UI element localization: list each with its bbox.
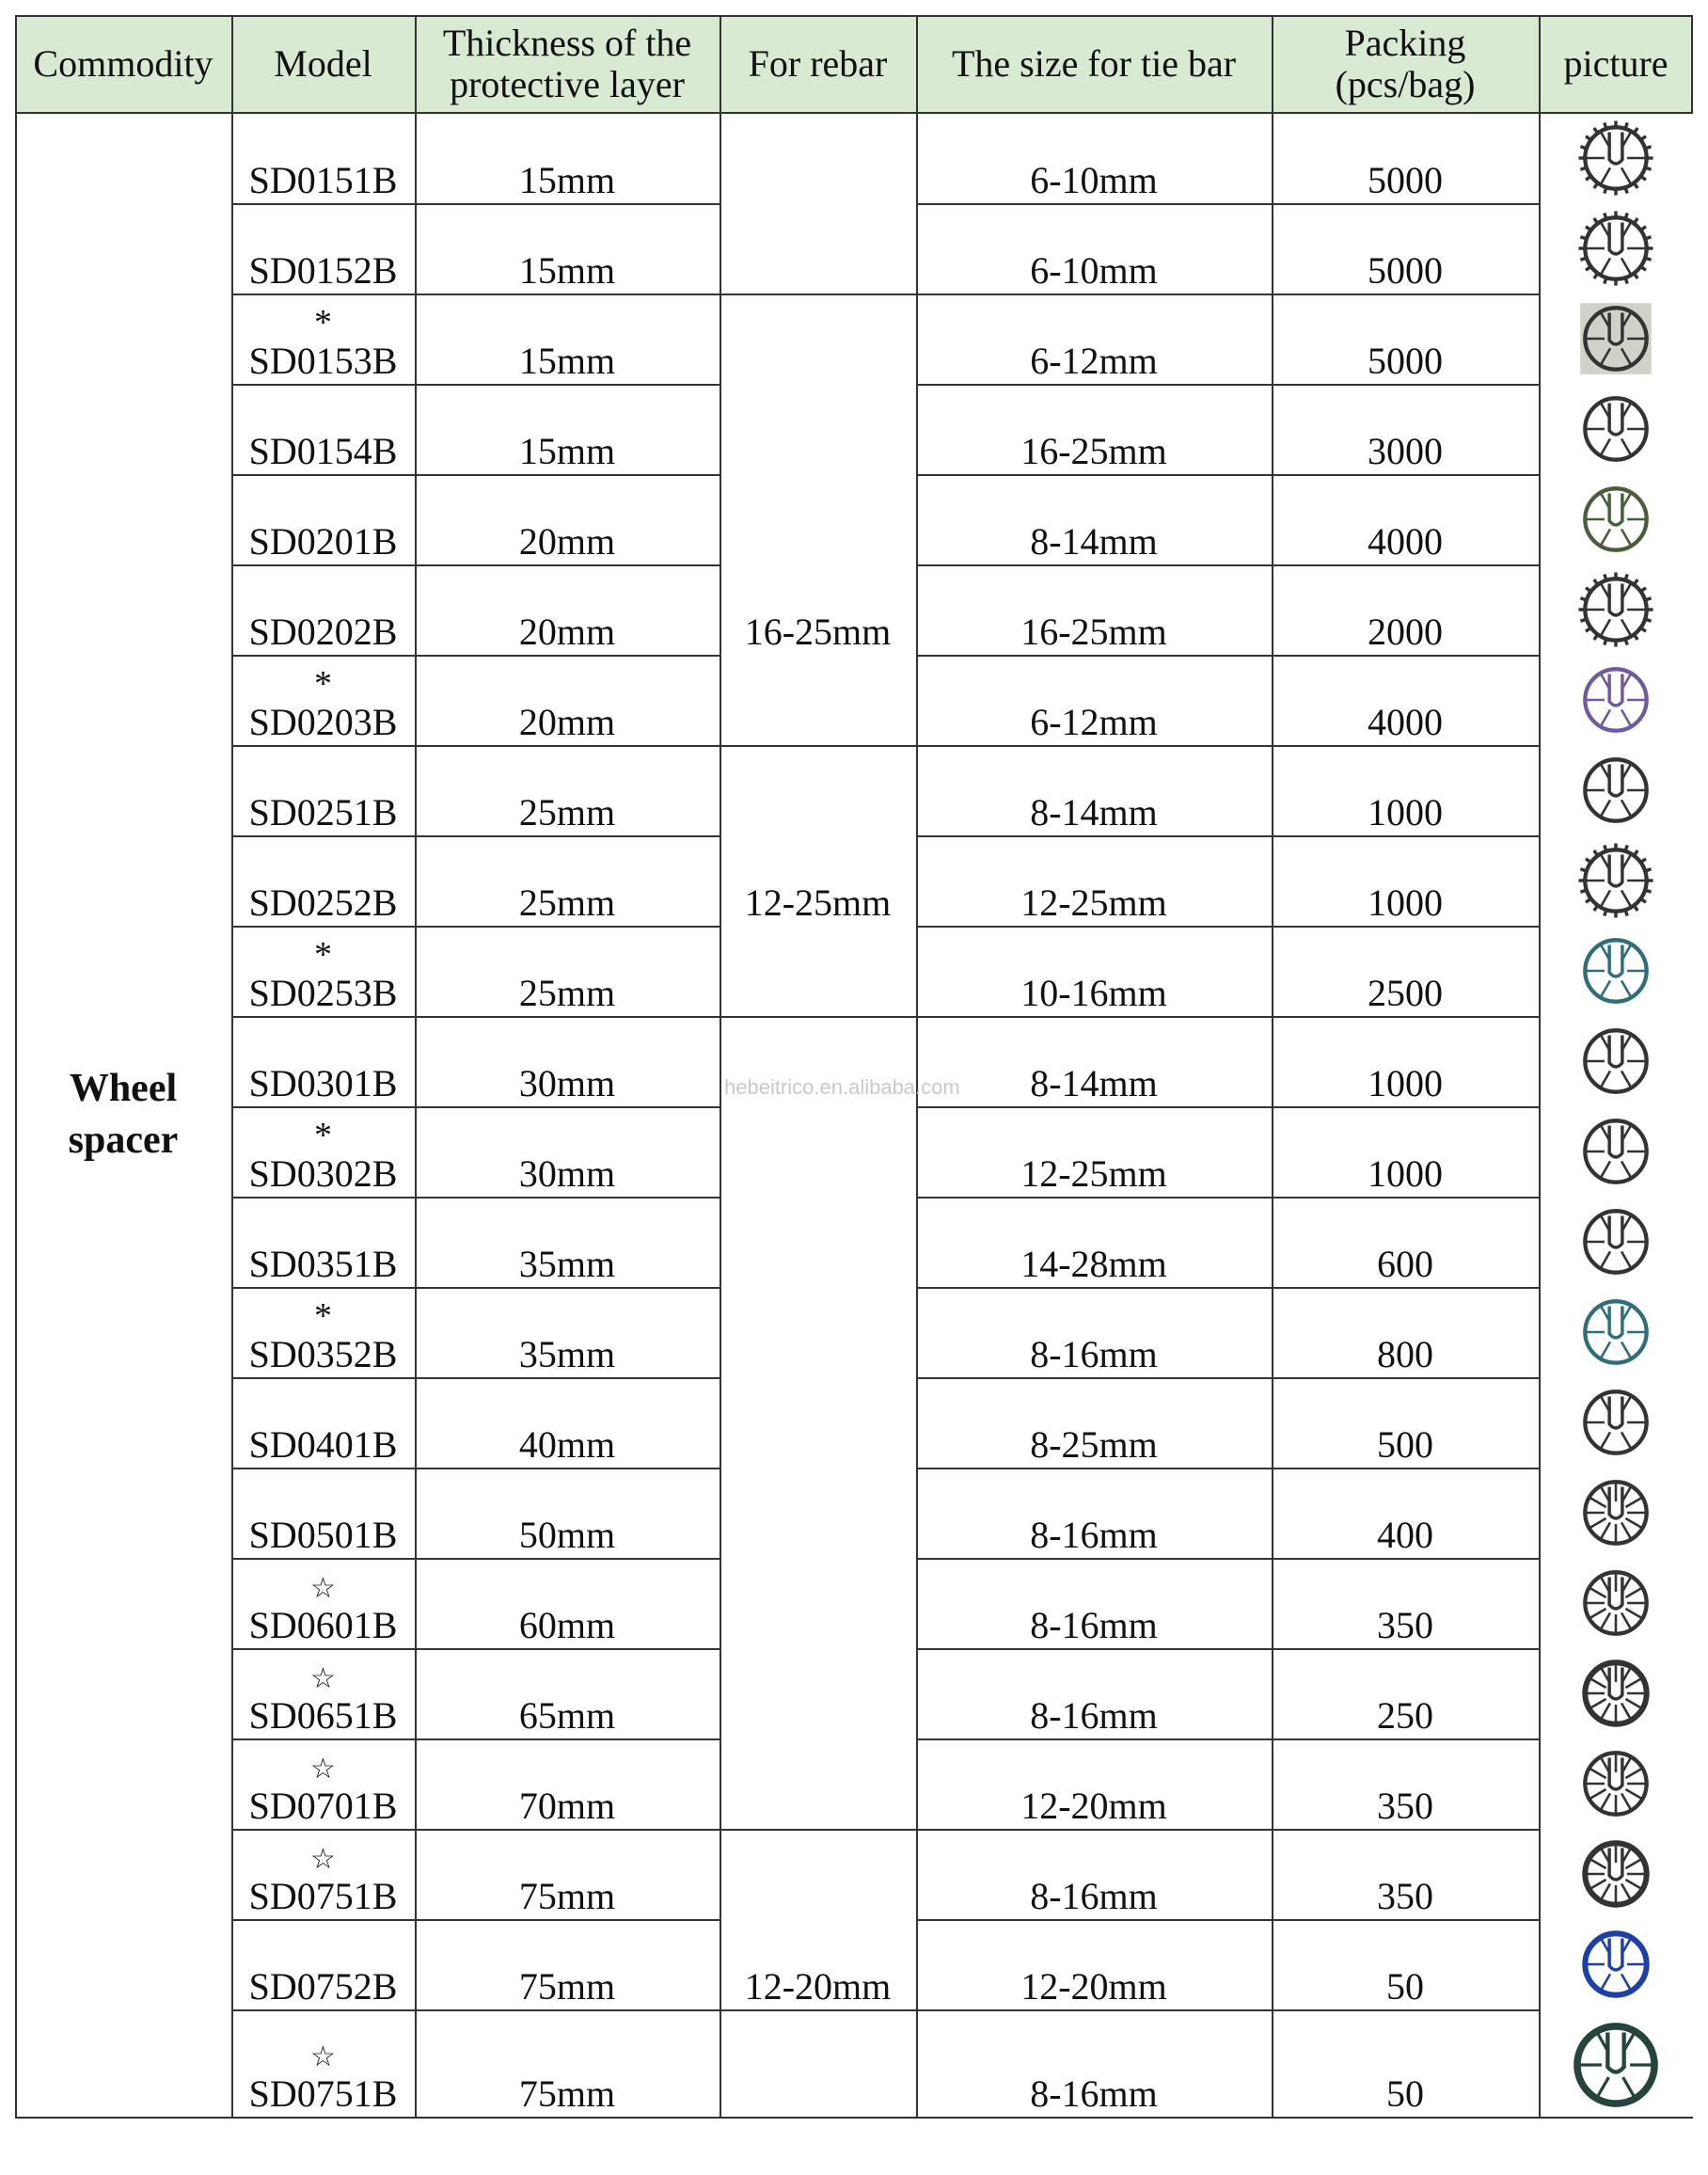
thickness-cell: 15mm bbox=[518, 249, 616, 292]
wheel-spacer-black-icon bbox=[1575, 1834, 1656, 1914]
packing-cell: 250 bbox=[1377, 1694, 1433, 1737]
grid-line bbox=[231, 1016, 720, 1018]
star-icon: ☆ bbox=[310, 1573, 336, 1604]
grid-line bbox=[231, 1919, 720, 1921]
model-cell bbox=[231, 1287, 415, 1377]
model-cell bbox=[231, 655, 415, 745]
picture-cell bbox=[1542, 1831, 1689, 1917]
header-thickness bbox=[415, 15, 720, 112]
grid-line bbox=[231, 1738, 720, 1740]
picture-cell bbox=[1542, 1289, 1689, 1375]
thickness-cell: 20mm bbox=[518, 701, 616, 743]
wheel-spacer-icon bbox=[1575, 1382, 1656, 1463]
wheel-spacer-green-icon bbox=[1575, 479, 1656, 560]
grid-line bbox=[231, 2009, 720, 2011]
grid-line bbox=[231, 1558, 720, 1560]
grid-line bbox=[1691, 15, 1693, 112]
asterisk-mark: * bbox=[314, 1296, 332, 1336]
wheel-spacer-darkgreen-icon bbox=[1565, 2014, 1667, 2116]
wheel-spacer-photo-icon bbox=[1575, 298, 1656, 379]
model-cell bbox=[231, 1197, 415, 1287]
packing-cell: 50 bbox=[1386, 2072, 1424, 2115]
model-cell bbox=[231, 1468, 415, 1558]
grid-line bbox=[916, 655, 1539, 657]
thickness-cell: 15mm bbox=[518, 430, 616, 472]
model-code: SD0253B bbox=[248, 972, 398, 1014]
tie-size-cell: 8-16mm bbox=[1030, 1694, 1158, 1737]
picture-cell bbox=[1542, 1740, 1689, 1827]
grid-line bbox=[916, 384, 1539, 386]
tie-size-cell: 8-25mm bbox=[1030, 1423, 1158, 1466]
grid-line bbox=[231, 1197, 720, 1199]
thickness-cell: 50mm bbox=[518, 1514, 616, 1556]
star-icon: ☆ bbox=[310, 1754, 336, 1785]
header-tie-size bbox=[916, 15, 1272, 112]
star-icon: ☆ bbox=[310, 1663, 336, 1694]
grid-line bbox=[231, 1468, 720, 1469]
asterisk-mark: * bbox=[314, 935, 332, 975]
model-cell bbox=[231, 1738, 415, 1829]
wheel-spacer-teal-icon bbox=[1575, 930, 1656, 1011]
model-code: SD0301B bbox=[248, 1062, 398, 1104]
tie-size-cell: 16-25mm bbox=[1020, 611, 1167, 653]
packing-cell: 5000 bbox=[1368, 249, 1443, 292]
grid-line bbox=[231, 474, 720, 476]
wheel-spacer-icon bbox=[1575, 1201, 1656, 1282]
packing-cell: 1000 bbox=[1368, 791, 1443, 833]
grid-line bbox=[916, 15, 918, 2117]
wheel-spacer-toothed-icon bbox=[1575, 118, 1656, 198]
thickness-cell: 40mm bbox=[518, 1423, 616, 1466]
commodity-label: Wheel bbox=[69, 1067, 178, 1111]
thickness-cell: 65mm bbox=[518, 1694, 616, 1737]
model-code: SD0153B bbox=[248, 340, 398, 382]
commodity-label: spacer bbox=[68, 1119, 179, 1162]
thickness-cell: 25mm bbox=[518, 881, 616, 924]
model-cell bbox=[231, 745, 415, 835]
thickness-cell: 75mm bbox=[518, 2072, 616, 2115]
picture-cell bbox=[1542, 1379, 1689, 1466]
wheel-spacer-icon bbox=[1575, 750, 1656, 831]
model-cell bbox=[231, 2009, 415, 2117]
tie-size-cell: 12-25mm bbox=[1020, 881, 1167, 924]
grid-line bbox=[231, 203, 720, 205]
picture-cell bbox=[1542, 1108, 1689, 1195]
thickness-cell: 35mm bbox=[518, 1333, 616, 1375]
grid-line bbox=[916, 1468, 1539, 1469]
asterisk-mark: * bbox=[314, 664, 332, 704]
wheel-spacer-spoked-icon bbox=[1575, 1743, 1656, 1824]
header-model-line: Model bbox=[274, 41, 372, 85]
packing-cell: 1000 bbox=[1368, 881, 1443, 924]
wheel-spacer-spoked-icon bbox=[1575, 1563, 1656, 1643]
header-packing-line: Packing bbox=[1344, 21, 1466, 64]
packing-cell: 1000 bbox=[1368, 1152, 1443, 1195]
model-cell bbox=[231, 1919, 415, 2009]
packing-cell: 350 bbox=[1377, 1785, 1433, 1827]
grid-line bbox=[720, 1016, 916, 1018]
grid-line bbox=[231, 1106, 720, 1108]
grid-line bbox=[916, 1197, 1539, 1199]
wheel-spacer-purple-icon bbox=[1575, 659, 1656, 740]
picture-cell bbox=[1542, 2011, 1689, 2119]
model-cell bbox=[231, 1648, 415, 1738]
thickness-cell: 25mm bbox=[518, 972, 616, 1014]
rebar-cell: 16-25mm bbox=[744, 611, 892, 653]
picture-cell bbox=[1542, 205, 1689, 292]
model-code: SD0601B bbox=[248, 1604, 398, 1646]
grid-line bbox=[916, 1016, 1539, 1018]
tie-size-cell: 6-10mm bbox=[1030, 249, 1158, 292]
grid-line bbox=[231, 1287, 720, 1289]
thickness-cell: 35mm bbox=[518, 1243, 616, 1285]
model-code: SD0152B bbox=[248, 249, 398, 292]
model-cell bbox=[231, 474, 415, 564]
model-code: SD0501B bbox=[248, 1514, 398, 1556]
header-thickness-line: protective layer bbox=[450, 62, 685, 105]
picture-cell bbox=[1542, 1921, 1689, 2008]
model-code: SD0201B bbox=[248, 520, 398, 563]
model-code: SD0701B bbox=[248, 1785, 398, 1827]
grid-line bbox=[720, 15, 721, 2117]
model-code: SD0352B bbox=[248, 1333, 398, 1375]
grid-line bbox=[415, 15, 417, 2117]
rebar-cell: 12-25mm bbox=[744, 881, 892, 924]
star-icon: ☆ bbox=[310, 1844, 336, 1875]
packing-cell: 350 bbox=[1377, 1875, 1433, 1917]
tie-size-cell: 8-16mm bbox=[1030, 2072, 1158, 2115]
grid-line bbox=[231, 1648, 720, 1650]
picture-cell bbox=[1542, 657, 1689, 743]
asterisk-mark: * bbox=[314, 303, 332, 342]
header-commodity bbox=[15, 15, 231, 112]
model-code: SD0751B bbox=[248, 1875, 398, 1917]
tie-size-cell: 14-28mm bbox=[1020, 1243, 1167, 1285]
model-cell bbox=[231, 1829, 415, 1919]
header-packing bbox=[1272, 15, 1539, 112]
picture-cell bbox=[1542, 1469, 1689, 1556]
model-cell bbox=[231, 113, 415, 203]
grid-line bbox=[231, 1377, 720, 1379]
grid-line bbox=[916, 835, 1539, 837]
picture-cell bbox=[1542, 1560, 1689, 1646]
asterisk-mark: * bbox=[314, 1116, 332, 1155]
model-cell bbox=[231, 1377, 415, 1468]
packing-cell: 400 bbox=[1377, 1514, 1433, 1556]
picture-cell bbox=[1542, 476, 1689, 563]
model-cell bbox=[231, 1106, 415, 1197]
wheel-spacer-toothed-icon bbox=[1575, 569, 1656, 650]
grid-line bbox=[916, 1287, 1539, 1289]
tie-size-cell: 8-16mm bbox=[1030, 1604, 1158, 1646]
wheel-spacer-clip-icon bbox=[1575, 389, 1656, 469]
tie-size-cell: 8-14mm bbox=[1030, 520, 1158, 563]
grid-line bbox=[916, 1829, 1539, 1831]
thickness-cell: 75mm bbox=[518, 1875, 616, 1917]
thickness-cell: 70mm bbox=[518, 1785, 616, 1827]
grid-line bbox=[720, 294, 916, 295]
grid-line bbox=[231, 655, 720, 657]
wheel-spacer-toothed-icon bbox=[1575, 208, 1656, 289]
tie-size-cell: 6-12mm bbox=[1030, 340, 1158, 382]
grid-line bbox=[15, 15, 1693, 17]
grid-line bbox=[720, 1829, 916, 1831]
model-code: SD0202B bbox=[248, 611, 398, 653]
header-picture-line: picture bbox=[1563, 41, 1668, 85]
tie-size-cell: 8-14mm bbox=[1030, 791, 1158, 833]
packing-cell: 5000 bbox=[1368, 159, 1443, 201]
tie-size-cell: 8-16mm bbox=[1030, 1875, 1158, 1917]
thickness-cell: 15mm bbox=[518, 340, 616, 382]
thickness-cell: 30mm bbox=[518, 1152, 616, 1195]
packing-cell: 800 bbox=[1377, 1333, 1433, 1375]
grid-line bbox=[916, 203, 1539, 205]
thickness-cell: 15mm bbox=[518, 159, 616, 201]
model-code: SD0401B bbox=[248, 1423, 398, 1466]
grid-line bbox=[916, 926, 1539, 928]
grid-line bbox=[916, 1558, 1539, 1560]
model-cell bbox=[231, 203, 415, 294]
packing-cell: 4000 bbox=[1368, 520, 1443, 563]
model-code: SD0752B bbox=[248, 1965, 398, 2008]
wheel-spacer-toothed-icon bbox=[1575, 840, 1656, 921]
wheel-spacer-black-icon bbox=[1575, 1653, 1656, 1734]
picture-cell bbox=[1542, 115, 1689, 201]
grid-line bbox=[231, 1829, 720, 1831]
grid-line bbox=[231, 15, 233, 2117]
packing-cell: 2500 bbox=[1368, 972, 1443, 1014]
packing-cell: 4000 bbox=[1368, 701, 1443, 743]
picture-cell bbox=[1542, 747, 1689, 833]
header-thickness-line: Thickness of the bbox=[442, 21, 692, 64]
tie-size-cell: 8-14mm bbox=[1030, 1062, 1158, 1104]
header-packing-line: (pcs/bag) bbox=[1335, 62, 1476, 105]
grid-line bbox=[916, 474, 1539, 476]
model-code: SD0751B bbox=[248, 2072, 398, 2115]
picture-cell bbox=[1542, 928, 1689, 1014]
grid-line bbox=[916, 1648, 1539, 1650]
grid-line bbox=[15, 2117, 1693, 2119]
wheel-spacer-teal-icon bbox=[1575, 1292, 1656, 1373]
picture-cell bbox=[1542, 295, 1689, 382]
header-commodity-line: Commodity bbox=[33, 41, 214, 85]
tie-size-cell: 12-20mm bbox=[1020, 1785, 1167, 1827]
grid-line bbox=[231, 384, 720, 386]
model-code: SD0154B bbox=[248, 430, 398, 472]
grid-line bbox=[1272, 15, 1273, 2117]
star-icon: ☆ bbox=[310, 2041, 336, 2072]
thickness-cell: 20mm bbox=[518, 520, 616, 563]
grid-line bbox=[231, 835, 720, 837]
packing-cell: 50 bbox=[1386, 1965, 1424, 2008]
grid-line bbox=[916, 1738, 1539, 1740]
grid-line bbox=[720, 2009, 916, 2011]
model-code: SD0203B bbox=[248, 701, 398, 743]
model-cell bbox=[231, 1016, 415, 1106]
model-code: SD0351B bbox=[248, 1243, 398, 1285]
wheel-spacer-icon bbox=[1575, 1021, 1656, 1102]
grid-line bbox=[916, 1919, 1539, 1921]
grid-line bbox=[916, 2009, 1539, 2011]
tie-size-cell: 6-10mm bbox=[1030, 159, 1158, 201]
packing-cell: 500 bbox=[1377, 1423, 1433, 1466]
tie-size-cell: 12-25mm bbox=[1020, 1152, 1167, 1195]
packing-cell: 350 bbox=[1377, 1604, 1433, 1646]
tie-size-cell: 16-25mm bbox=[1020, 430, 1167, 472]
header-for-rebar bbox=[720, 15, 916, 112]
model-cell bbox=[231, 294, 415, 384]
tie-size-cell: 6-12mm bbox=[1030, 701, 1158, 743]
model-code: SD0651B bbox=[248, 1694, 398, 1737]
wheel-spacer-spoked-icon bbox=[1575, 1472, 1656, 1553]
grid-line bbox=[15, 112, 1693, 114]
model-code: SD0251B bbox=[248, 791, 398, 833]
grid-line bbox=[231, 294, 720, 295]
model-cell bbox=[231, 835, 415, 926]
grid-line bbox=[916, 564, 1539, 566]
packing-cell: 5000 bbox=[1368, 340, 1443, 382]
header-for-rebar-line: For rebar bbox=[748, 41, 888, 85]
tie-size-cell: 10-16mm bbox=[1020, 972, 1167, 1014]
wheel-spacer-blue-icon bbox=[1575, 1924, 1656, 2005]
model-code: SD0302B bbox=[248, 1152, 398, 1195]
thickness-cell: 30mm bbox=[518, 1062, 616, 1104]
grid-line bbox=[916, 294, 1539, 295]
tie-size-cell: 8-16mm bbox=[1030, 1333, 1158, 1375]
grid-line bbox=[231, 564, 720, 566]
commodity-cell bbox=[15, 113, 231, 2117]
rebar-cell: 12-20mm bbox=[744, 1965, 892, 2008]
packing-cell: 2000 bbox=[1368, 611, 1443, 653]
thickness-cell: 60mm bbox=[518, 1604, 616, 1646]
picture-cell bbox=[1542, 386, 1689, 472]
model-cell bbox=[231, 384, 415, 474]
picture-cell bbox=[1542, 566, 1689, 653]
tie-size-cell: 12-20mm bbox=[1020, 1965, 1167, 2008]
picture-cell bbox=[1542, 1199, 1689, 1285]
model-cell bbox=[231, 564, 415, 655]
wheel-spacer-icon bbox=[1575, 1111, 1656, 1192]
grid-line bbox=[916, 1377, 1539, 1379]
picture-cell bbox=[1542, 837, 1689, 924]
picture-cell bbox=[1542, 1018, 1689, 1104]
thickness-cell: 25mm bbox=[518, 791, 616, 833]
grid-line bbox=[15, 15, 17, 2117]
packing-cell: 1000 bbox=[1368, 1062, 1443, 1104]
header-model bbox=[231, 15, 415, 112]
grid-line bbox=[231, 745, 720, 747]
model-code: SD0151B bbox=[248, 159, 398, 201]
grid-line bbox=[916, 1106, 1539, 1108]
picture-cell bbox=[1542, 1650, 1689, 1737]
grid-line bbox=[231, 926, 720, 928]
model-code: SD0252B bbox=[248, 881, 398, 924]
grid-line bbox=[1539, 15, 1541, 2117]
model-cell bbox=[231, 1558, 415, 1648]
model-cell bbox=[231, 926, 415, 1016]
grid-line bbox=[916, 745, 1539, 747]
packing-cell: 3000 bbox=[1368, 430, 1443, 472]
thickness-cell: 20mm bbox=[518, 611, 616, 653]
tie-size-cell: 8-16mm bbox=[1030, 1514, 1158, 1556]
packing-cell: 600 bbox=[1377, 1243, 1433, 1285]
thickness-cell: 75mm bbox=[518, 1965, 616, 2008]
header-picture bbox=[1539, 15, 1693, 112]
grid-line bbox=[720, 745, 916, 747]
header-tie-size-line: The size for tie bar bbox=[951, 41, 1237, 85]
watermark: hebeitrico.en.alibaba.com bbox=[724, 1075, 960, 1099]
